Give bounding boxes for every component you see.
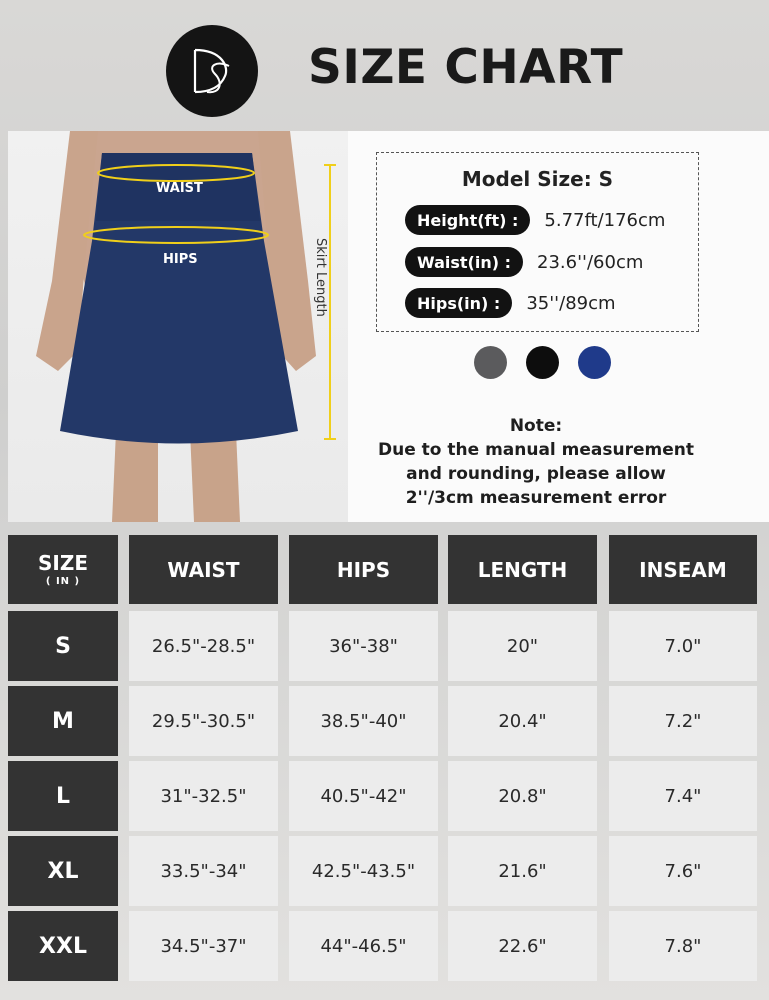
table-cell: 29.5"-30.5" <box>129 686 278 756</box>
table-cell: 38.5"-40" <box>289 686 438 756</box>
hips-label: HIPS <box>163 252 198 267</box>
table-cell: 7.4" <box>609 761 757 831</box>
column-header: WAIST <box>129 535 278 604</box>
note-line: and rounding, please allow <box>406 464 666 484</box>
model-info-box <box>376 152 699 332</box>
model-photo <box>8 131 348 522</box>
table-cell: 7.0" <box>609 611 757 681</box>
model-size: Model Size: S <box>461 167 614 191</box>
spec-value: 23.6''/60cm <box>537 251 644 273</box>
spec-row-height <box>405 205 665 235</box>
table-cell: 7.2" <box>609 686 757 756</box>
skirt-length-label: Skirt Length <box>313 238 328 317</box>
table-cell: 20" <box>448 611 597 681</box>
size-label: XXL <box>8 911 118 981</box>
ds-monogram-icon <box>177 36 247 106</box>
table-cell: 20.4" <box>448 686 597 756</box>
column-header: INSEAM <box>609 535 757 604</box>
spec-value: 5.77ft/176cm <box>544 209 666 231</box>
table-cell: 7.6" <box>609 836 757 906</box>
column-header: LENGTH <box>448 535 597 604</box>
size-unit-label: ( IN ) <box>45 575 81 587</box>
spec-label: Hips(in) : <box>405 288 512 318</box>
spec-row-hips <box>405 288 616 318</box>
color-swatches <box>474 346 611 379</box>
waist-label: WAIST <box>156 181 203 196</box>
page-title: SIZE CHART <box>308 40 624 95</box>
color-swatch-black[interactable] <box>526 346 559 379</box>
table-cell: 42.5"-43.5" <box>289 836 438 906</box>
table-cell: 33.5"-34" <box>129 836 278 906</box>
size-header-label: SIZE <box>37 550 88 575</box>
spec-label: Waist(in) : <box>405 247 523 277</box>
size-label: L <box>8 761 118 831</box>
note-line: Due to the manual measurement <box>378 440 694 460</box>
brand-logo <box>166 25 258 117</box>
spec-label: Height(ft) : <box>405 205 530 235</box>
measurement-note <box>366 414 706 510</box>
table-cell: 36"-38" <box>289 611 438 681</box>
color-swatch-gray[interactable] <box>474 346 507 379</box>
spec-row-waist <box>405 247 643 277</box>
table-cell: 44"-46.5" <box>289 911 438 981</box>
table-cell: 20.8" <box>448 761 597 831</box>
table-cell: 40.5"-42" <box>289 761 438 831</box>
spec-value: 35''/89cm <box>526 292 616 314</box>
note-line: 2''/3cm measurement error <box>405 488 667 508</box>
table-cell: 34.5"-37" <box>129 911 278 981</box>
note-heading: Note: <box>509 416 563 436</box>
table-cell: 31"-32.5" <box>129 761 278 831</box>
table-cell: 21.6" <box>448 836 597 906</box>
color-swatch-navy[interactable] <box>578 346 611 379</box>
size-label: M <box>8 686 118 756</box>
table-cell: 7.8" <box>609 911 757 981</box>
size-label: S <box>8 611 118 681</box>
column-header: HIPS <box>289 535 438 604</box>
size-label: XL <box>8 836 118 906</box>
table-cell: 22.6" <box>448 911 597 981</box>
size-column-header <box>8 535 118 604</box>
table-cell: 26.5"-28.5" <box>129 611 278 681</box>
